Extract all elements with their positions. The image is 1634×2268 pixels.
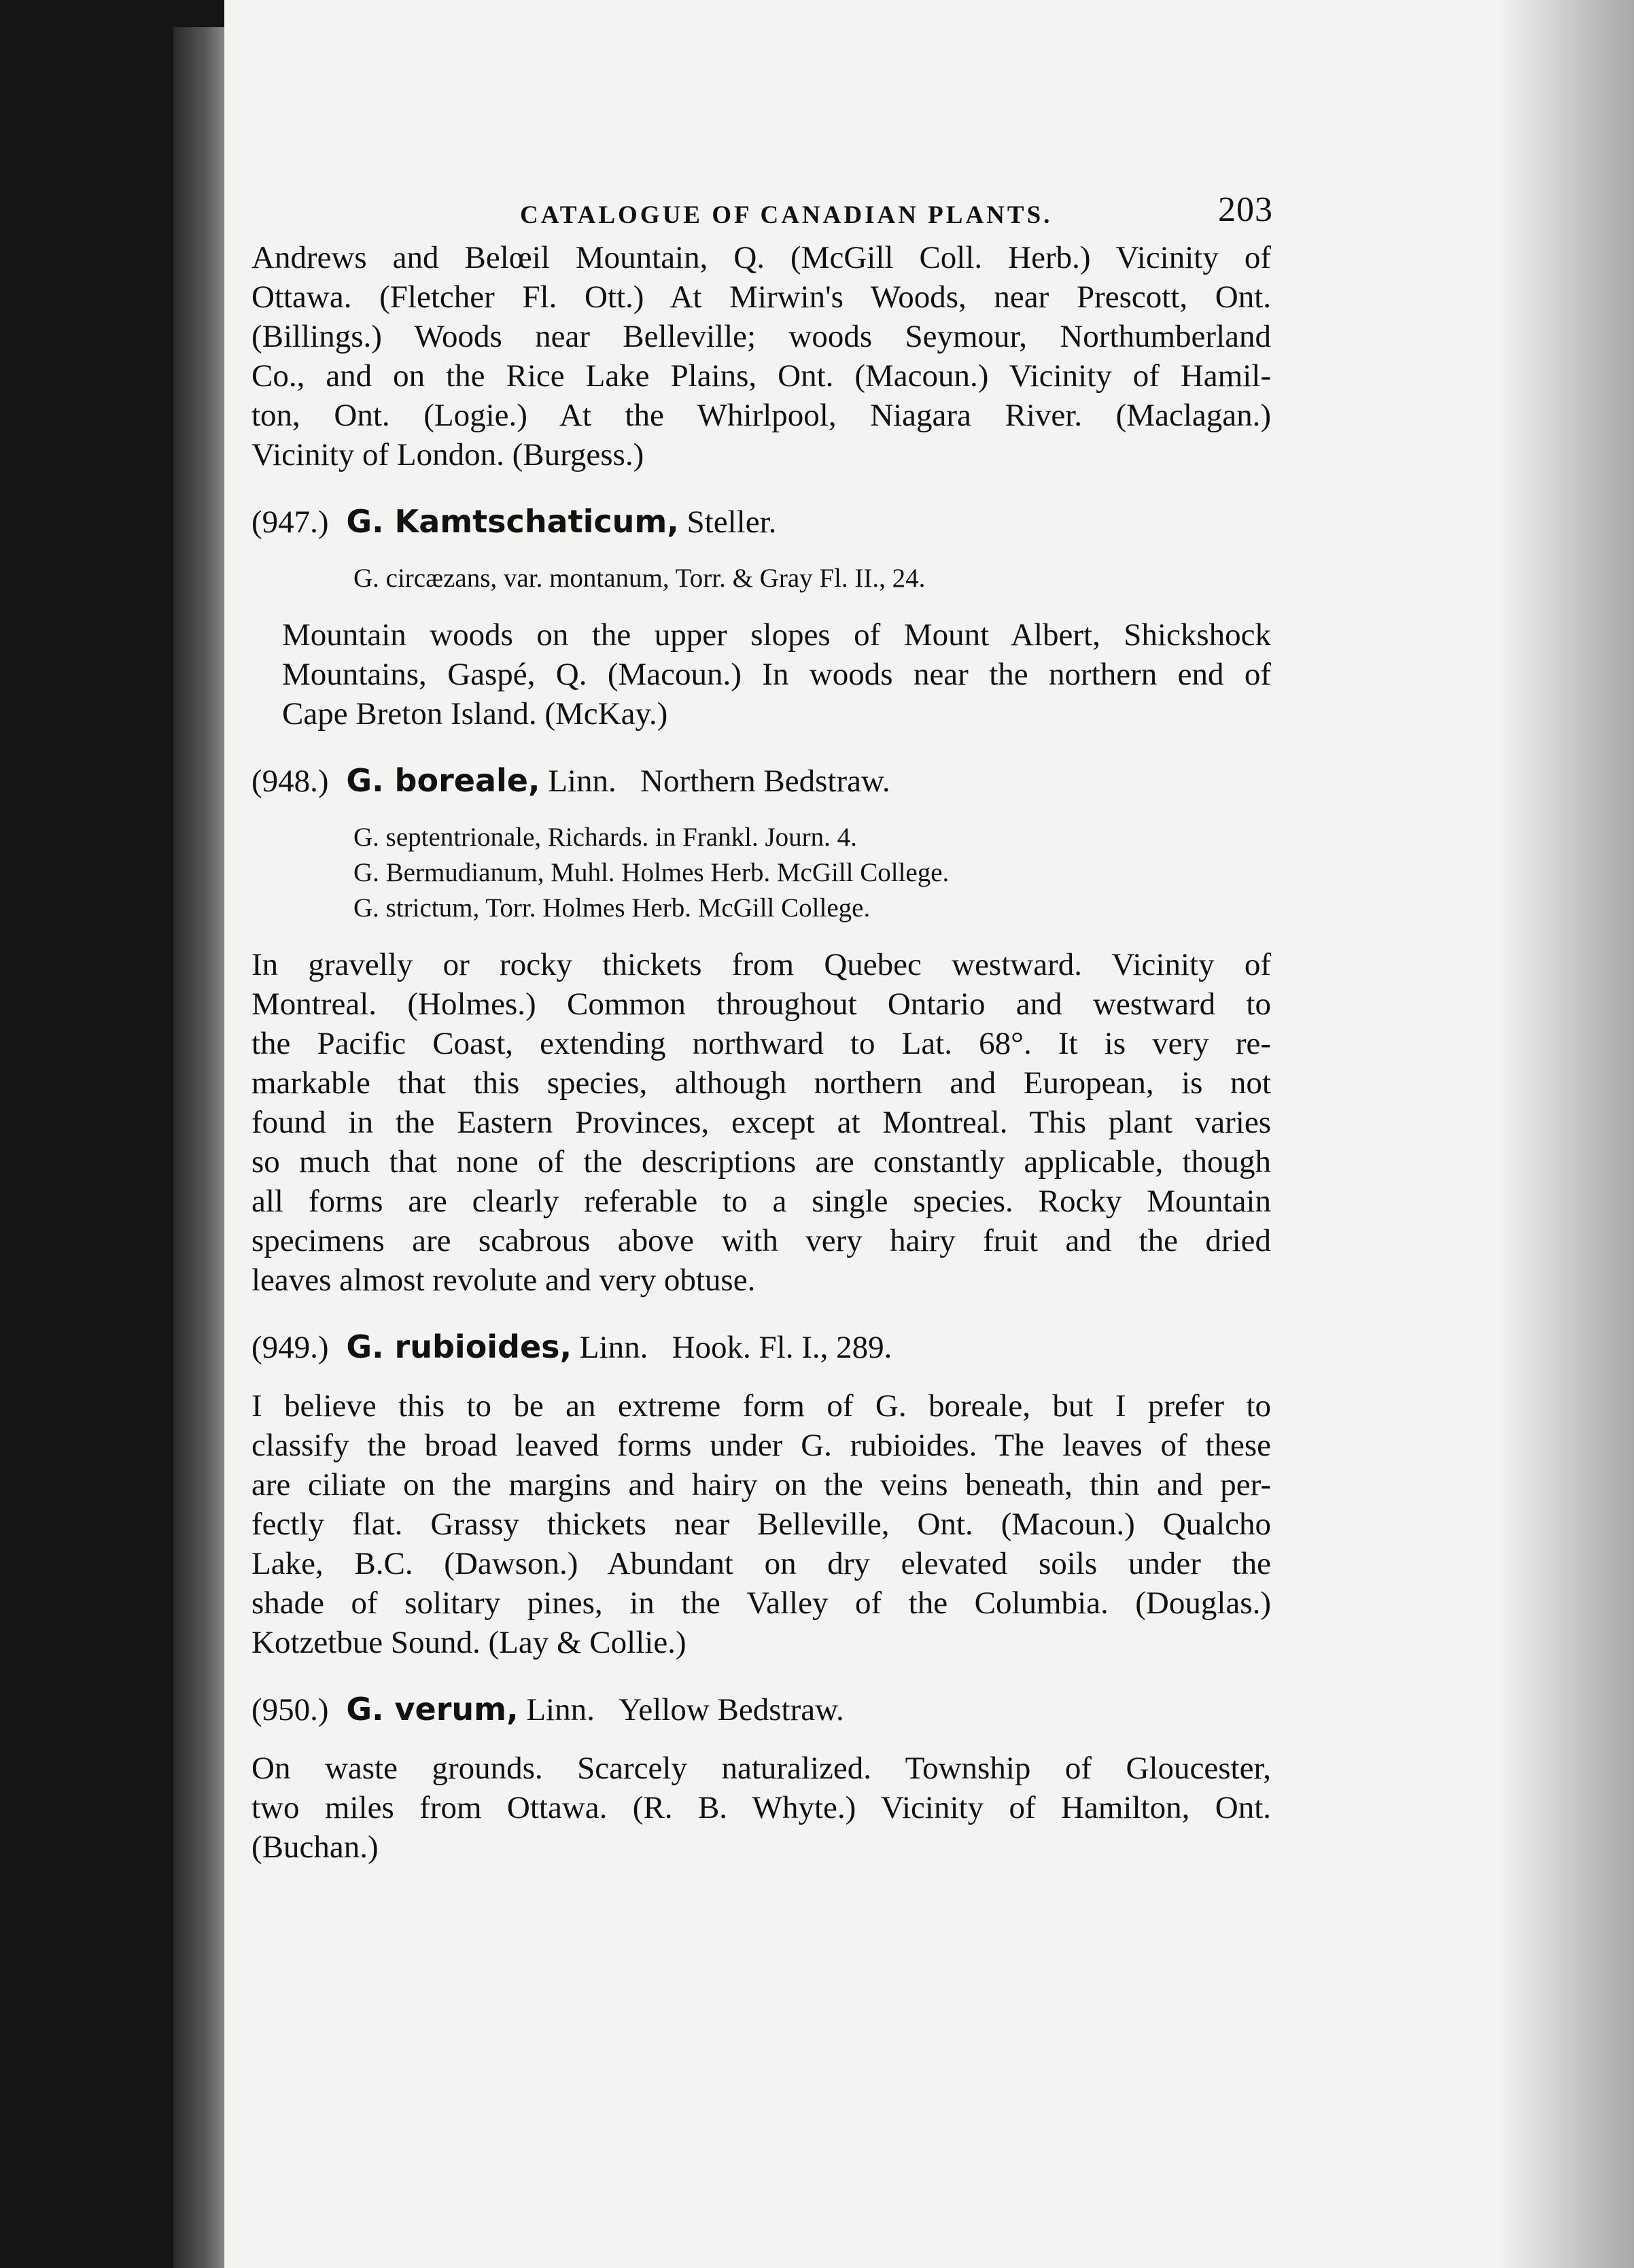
entry-paragraph (251, 945, 1271, 1300)
text-line: I believe this to be an extreme form of G. boreale, but I prefer to (251, 1388, 1271, 1424)
entry-heading (251, 1327, 1271, 1367)
text-line: Mountain woods on the upper slopes of Mount Albert, Shickshock (282, 617, 1271, 653)
synonym: G. Bermudianum, Muhl. Holmes Herb. McGill College. (353, 858, 950, 887)
entry-947 (251, 502, 1271, 734)
common-name: Northern Bedstraw. (640, 763, 890, 799)
text-line: Lake, B.C. (Dawson.) Abundant on dry elevated soils under the (251, 1546, 1271, 1581)
book-binding-edge (173, 27, 224, 2268)
intro-paragraph (251, 238, 1271, 475)
text-line: two miles from Ottawa. (R. B. Whyte.) Vicinity of Hamilton, Ont. (251, 1790, 1271, 1825)
text-line: Cape Breton Island. (McKay.) (282, 696, 668, 732)
species-name: G. boreale, (346, 762, 540, 799)
entry-paragraph (251, 615, 1271, 734)
entry-number: (950.) (251, 1692, 329, 1728)
text-line: (Buchan.) (251, 1829, 379, 1865)
species-name: G. verum, (346, 1691, 519, 1728)
entry-950 (251, 1689, 1271, 1867)
text-line: Co., and on the Rice Lake Plains, Ont. (Macoun.) Vicinity of Hamil- (251, 358, 1271, 394)
entry-paragraph (251, 1386, 1271, 1662)
text-line: Kotzetbue Sound. (Lay & Collie.) (251, 1625, 686, 1660)
text-line: ton, Ont. (Logie.) At the Whirlpool, Niagara River. (Maclagan.) (251, 398, 1271, 433)
text-line: Mountains, Gaspé, Q. (Macoun.) In woods near the northern end of (282, 657, 1271, 692)
entry-number: (949.) (251, 1330, 329, 1365)
text-line: are ciliate on the margins and hairy on the veins beneath, thin and per- (251, 1467, 1271, 1502)
entry-heading (251, 1689, 1271, 1730)
synonym-list (353, 561, 1271, 596)
species-name: G. rubioides, (346, 1328, 572, 1365)
text-line: On waste grounds. Scarcely naturalized. Township of Gloucester, (251, 1751, 1271, 1786)
text-line: so much that none of the descriptions are constantly applicable, though (251, 1144, 1271, 1180)
reference: Hook. Fl. I., 289. (672, 1330, 892, 1365)
entry-948 (251, 761, 1271, 1300)
entry-number: (948.) (251, 763, 329, 799)
text-line: In gravelly or rocky thickets from Quebec westward. Vicinity of (251, 947, 1271, 982)
entry-number: (947.) (251, 504, 329, 540)
text-line: Vicinity of London. (Burgess.) (251, 437, 644, 472)
text-line: Ottawa. (Fletcher Fl. Ott.) At Mirwin's Woods, near Prescott, Ont. (251, 279, 1271, 315)
text-line: markable that this species, although northern and European, is not (251, 1065, 1271, 1101)
text-line: the Pacific Coast, extending northward to Lat. 68°. It is very re- (251, 1026, 1271, 1061)
page-number: 203 (1218, 190, 1273, 229)
text-line: (Billings.) Woods near Belleville; woods Seymour, Northumberland (251, 319, 1271, 354)
entry-949 (251, 1327, 1271, 1662)
authority: Linn. (526, 1692, 595, 1728)
text-line: Andrews and Belœil Mountain, Q. (McGill Coll. Herb.) Vicinity of (251, 240, 1271, 275)
text-line: leaves almost revolute and very obtuse. (251, 1262, 756, 1298)
text-line: Montreal. (Holmes.) Common throughout Ontario and westward to (251, 986, 1271, 1022)
page-edge-shadow (1498, 0, 1634, 2268)
species-name: G. Kamtschaticum, (346, 503, 679, 540)
text-line: classify the broad leaved forms under G. rubioides. The leaves of these (251, 1428, 1271, 1463)
entry-heading (251, 761, 1271, 801)
running-title: CATALOGUE OF CANADIAN PLANTS. (520, 201, 1053, 229)
synonym: G. circæzans, var. montanum, Torr. & Gray Fl. II., 24. (353, 564, 926, 593)
synonym-list (353, 820, 1271, 926)
synonym: G. strictum, Torr. Holmes Herb. McGill College. (353, 893, 871, 923)
text-line: all forms are clearly referable to a single species. Rocky Mountain (251, 1184, 1271, 1219)
authority: Steller. (686, 504, 777, 540)
running-head (251, 184, 1271, 238)
entry-paragraph (251, 1749, 1271, 1867)
page-content (251, 184, 1271, 1867)
authority: Linn. (579, 1330, 648, 1365)
authority: Linn. (548, 763, 616, 799)
text-line: specimens are scabrous above with very hairy fruit and the dried (251, 1223, 1271, 1258)
entry-heading (251, 502, 1271, 542)
synonym: G. septentrionale, Richards. in Frankl. Journ. 4. (353, 823, 857, 852)
common-name: Yellow Bedstraw. (619, 1692, 844, 1728)
text-line: shade of solitary pines, in the Valley of the Columbia. (Douglas.) (251, 1585, 1271, 1621)
text-line: fectly flat. Grassy thickets near Belleville, Ont. (Macoun.) Qualcho (251, 1507, 1271, 1542)
text-line: found in the Eastern Provinces, except at Montreal. This plant varies (251, 1105, 1271, 1140)
